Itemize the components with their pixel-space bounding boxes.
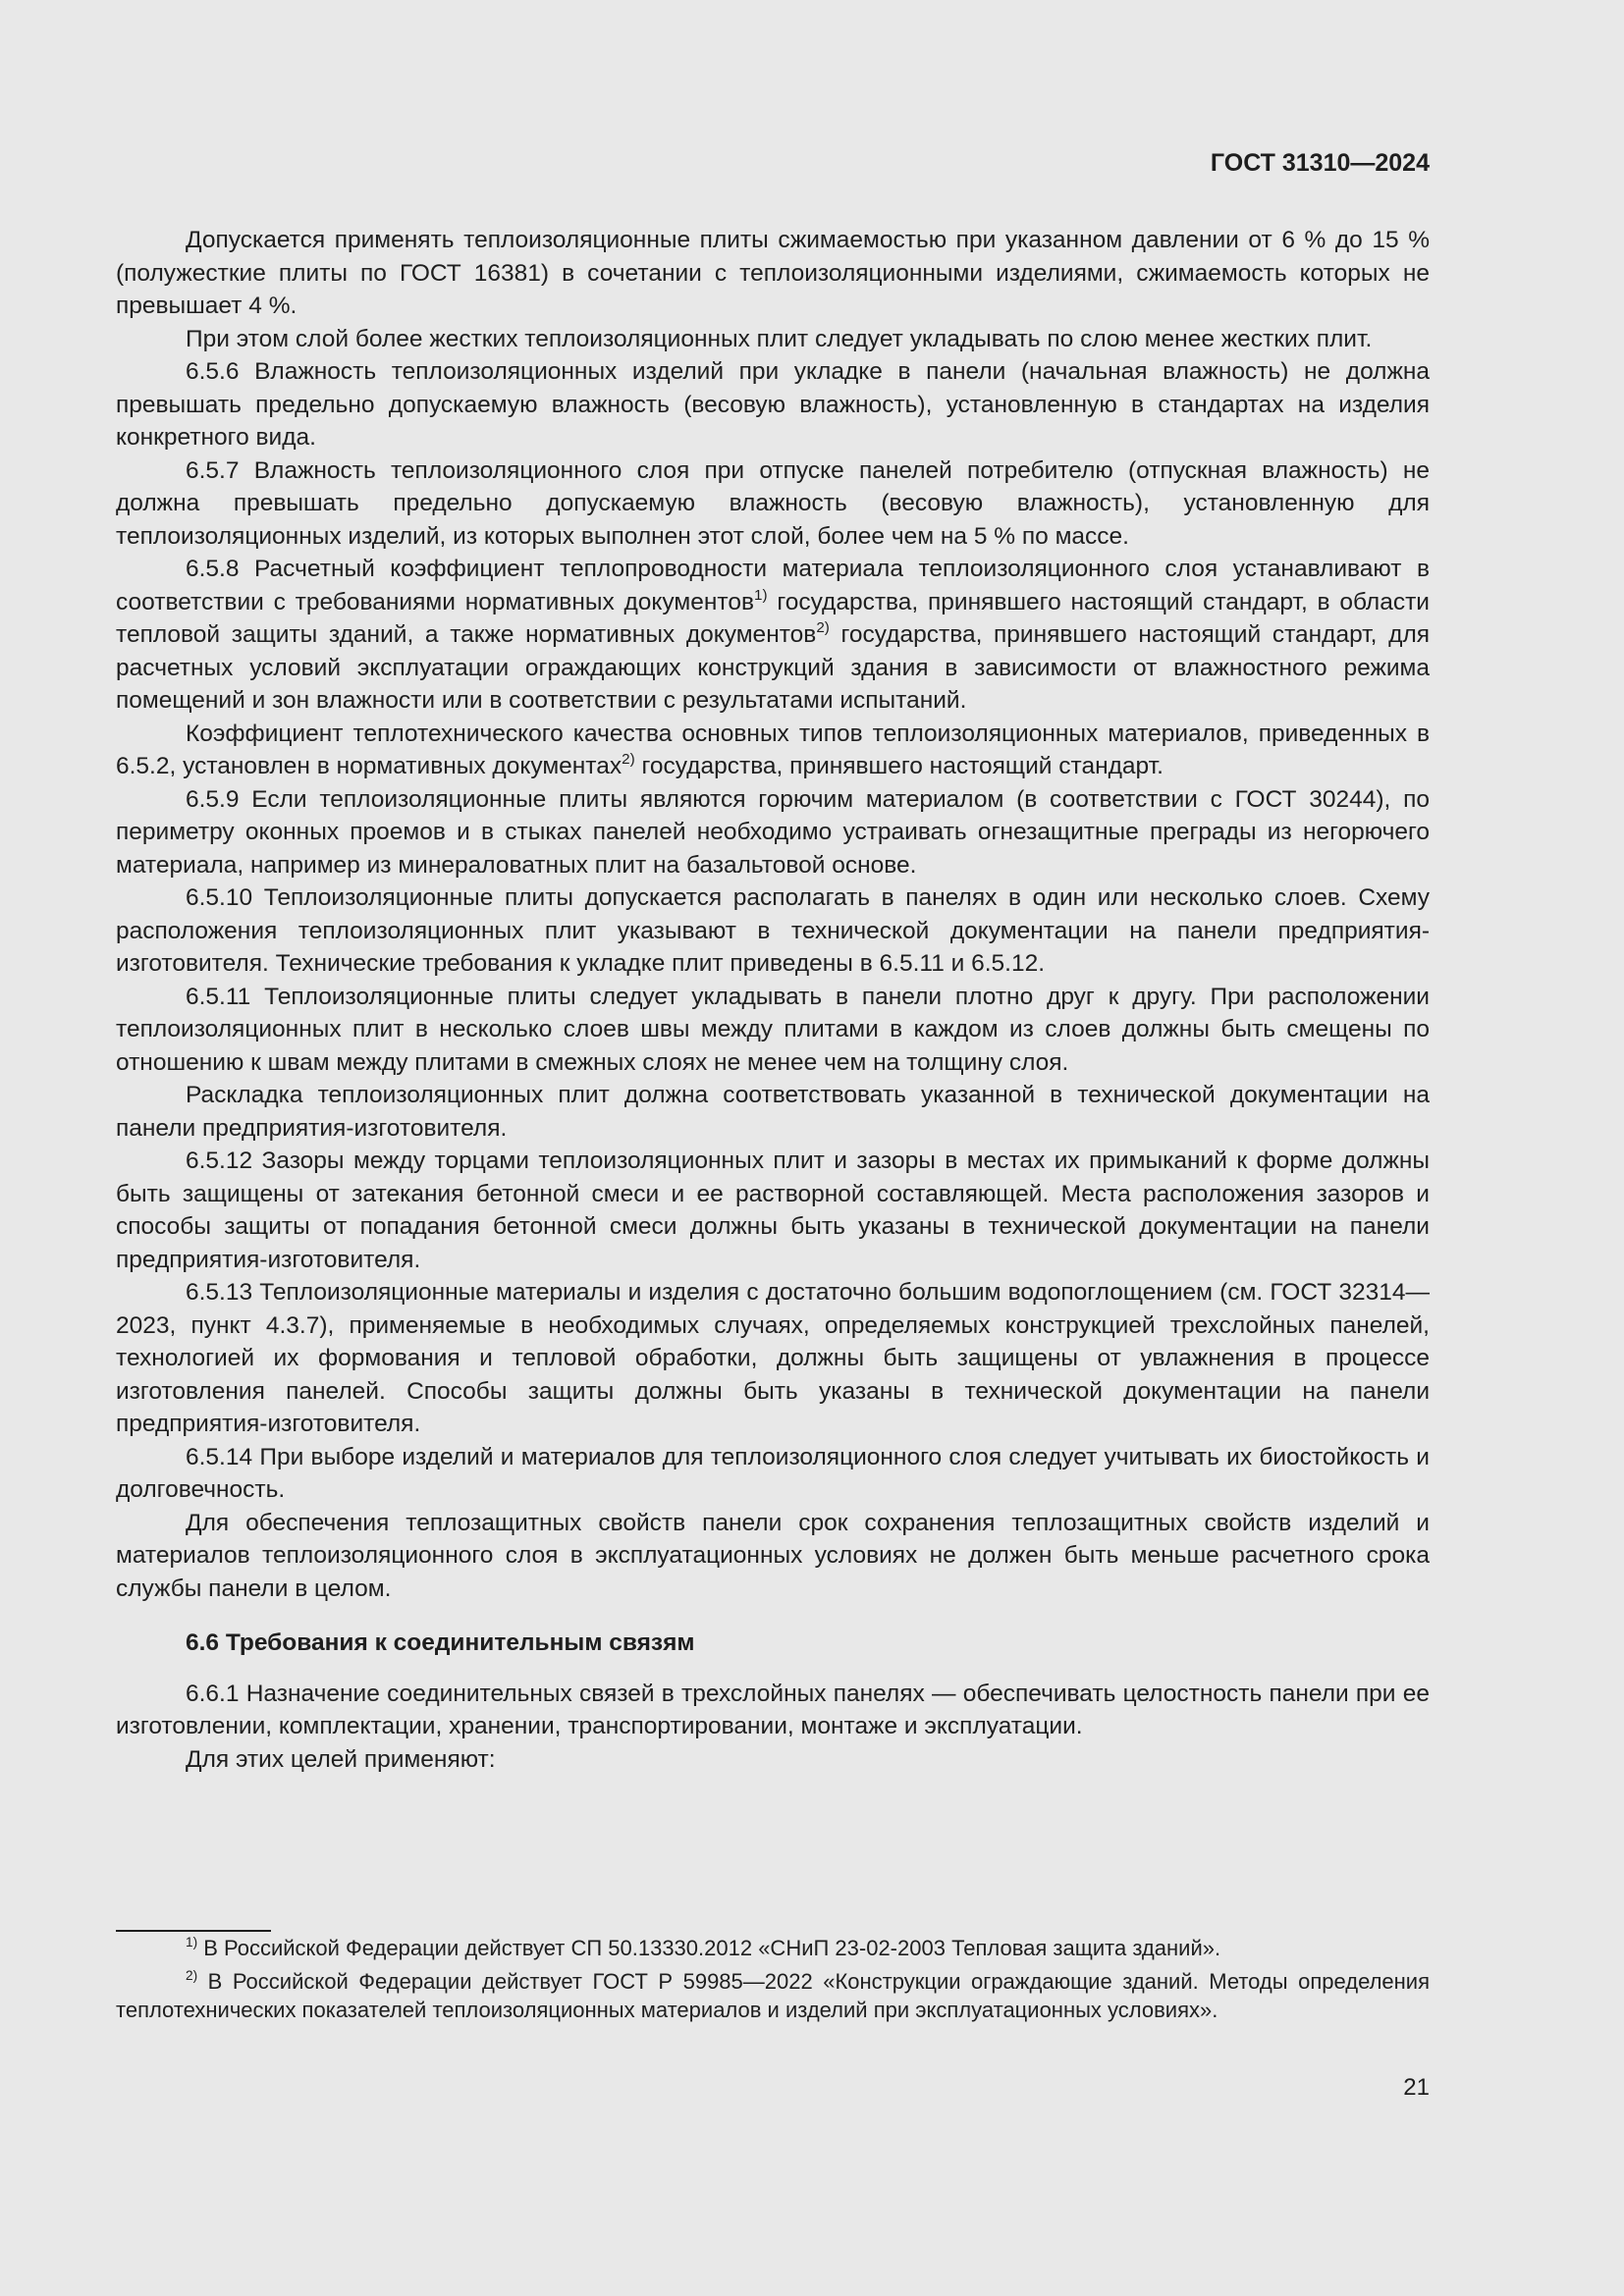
paragraph-text: государства, принявшего настоящий стандарт, для расчетных условий эксплуатации ограждающих конструкций здания в зависимости от влажностного режима помещений и зон влажности или в соответствии с результатами испытаний.: [116, 621, 1431, 714]
page-number: 21: [1403, 2074, 1430, 2101]
footnotes: [116, 1934, 1430, 2029]
paragraph: При этом слой более жестких теплоизоляционных плит следует укладывать по слою менее жестких плит.: [186, 325, 1373, 352]
paragraph: 6.5.10 Теплоизоляционные плиты допускается располагать в панелях в один или несколько слоев. Схему расположения теплоизоляционных плит указывают в технической документации на панели предприятия-изготовителя. Технические требования к укладке плит приведены в 6.5.11 и 6.5.12.: [116, 884, 1430, 977]
paragraph: Допускается применять теплоизоляционные плиты сжимаемостью при указанном давлении от 6 % до 15 % (полужесткие плиты по ГОСТ 16381) в сочетании с теплоизоляционными изделиями, сжимаемость которых не превышает 4 %.: [116, 227, 1430, 319]
footnote-divider: [116, 1930, 271, 1932]
paragraph: 6.5.11 Теплоизоляционные плиты следует укладывать в панели плотно друг к другу. При расположении теплоизоляционных плит в несколько слоев швы между плитами в каждом из слоев должны быть смещены по отношению к швам между плитами в смежных слоях не менее чем на толщину слоя.: [116, 983, 1430, 1076]
paragraph: 6.5.6 Влажность теплоизоляционных изделий при укладке в панели (начальная влажность) не должна превышать предельно допускаемую влажность (весовую влажность), установленную в стандартах на изделия конкретного вида.: [116, 358, 1430, 451]
paragraph: 6.6.1 Назначение соединительных связей в трехслойных панелях — обеспечивать целостность панели при ее изготовлении, комплектации, хранении, транспортировании, монтаже и эксплуатации.: [116, 1680, 1430, 1739]
paragraph: 6.5.7 Влажность теплоизоляционного слоя при отпуске панелей потребителю (отпускная влажность) не должна превышать предельно допускаемую влажность (весовую влажность), установленную для теплоизоляционных изделий, из которых выполнен этот слой, более чем на 5 % по массе.: [116, 456, 1430, 550]
paragraph-text: государства, принявшего настоящий стандарт.: [634, 753, 1164, 779]
document-body: [116, 224, 1430, 1776]
paragraph: [116, 553, 1430, 718]
footnote-ref: 2): [816, 619, 830, 637]
paragraph: Раскладка теплоизоляционных плит должна соответствовать указанной в технической документации на панели предприятия-изготовителя.: [116, 1082, 1430, 1142]
paragraph: Для обеспечения теплозащитных свойств панели срок сохранения теплозащитных свойств изделий и материалов теплоизоляционного слоя в эксплуатационных условиях не должен быть меньше расчетного срока службы панели в целом.: [116, 1509, 1430, 1602]
footnote-ref: 1): [754, 586, 768, 604]
footnote-text: В Российской Федерации действует ГОСТ Р 59985—2022 «Конструкции ограждающие зданий. Методы определения теплотехнических показателей теплоизоляционных материалов и изделий при эксплуатационных условиях».: [116, 1969, 1430, 2022]
paragraph: 6.5.9 Если теплоизоляционные плиты являются горючим материалом (в соответствии с ГОСТ 30244), по периметру оконных проемов и в стыках панелей необходимо устраивать огнезащитные преграды из негорючего материала, например из минераловатных плит на базальтовой основе.: [116, 785, 1430, 879]
paragraph: Для этих целей применяют:: [186, 1745, 496, 1773]
footnote: [116, 1934, 1430, 1962]
footnote-ref: 2): [622, 751, 635, 769]
paragraph: 6.5.13 Теплоизоляционные материалы и изделия с достаточно большим водопоглощением (см. ГОСТ 32314—2023, пункт 4.3.7), применяемые в необходимых случаях, определяемых конструкцией трехслойных панелей, технологией их формования и тепловой обработки, должны быть защищены от увлажнения в процессе изготовления панелей. Способы защиты должны быть указаны в технической документации на панели предприятия-изготовителя.: [116, 1279, 1430, 1437]
paragraph: 6.5.12 Зазоры между торцами теплоизоляционных плит и зазоры в местах их примыканий к форме должны быть защищены от затекания бетонной смеси и ее растворной составляющей. Места расположения зазоров и способы защиты от попадания бетонной смеси должны быть указаны в технической документации на панели предприятия-изготовителя.: [116, 1148, 1430, 1273]
paragraph-text: государства, принявшего настоящий стандарт, в области тепловой защиты зданий, а также нормативных документов: [116, 588, 1430, 648]
footnote-mark: 1): [186, 1935, 198, 1950]
paragraph: 6.5.14 При выборе изделий и материалов для теплоизоляционного слоя следует учитывать их биостойкость и долговечность.: [116, 1443, 1430, 1503]
doc-header: ГОСТ 31310—2024: [1210, 149, 1430, 177]
paragraph-text: Коэффициент теплотехнического качества основных типов теплоизоляционных материалов, приведенных в 6.5.2, установлен в нормативных документах: [116, 720, 1430, 779]
section-heading: 6.6 Требования к соединительным связям: [186, 1629, 695, 1656]
paragraph-text: 6.5.8 Расчетный коэффициент теплопроводности материала теплоизоляционного слоя устанавливают в соответствии с требованиями нормативных документов: [116, 556, 1430, 615]
footnote: [116, 1967, 1430, 2024]
footnote-text: В Российской Федерации действует СП 50.13330.2012 «СНиП 23-02-2003 Тепловая защита зданий».: [197, 1936, 1221, 1960]
footnote-mark: 2): [186, 1968, 198, 1984]
paragraph: [116, 718, 1430, 783]
